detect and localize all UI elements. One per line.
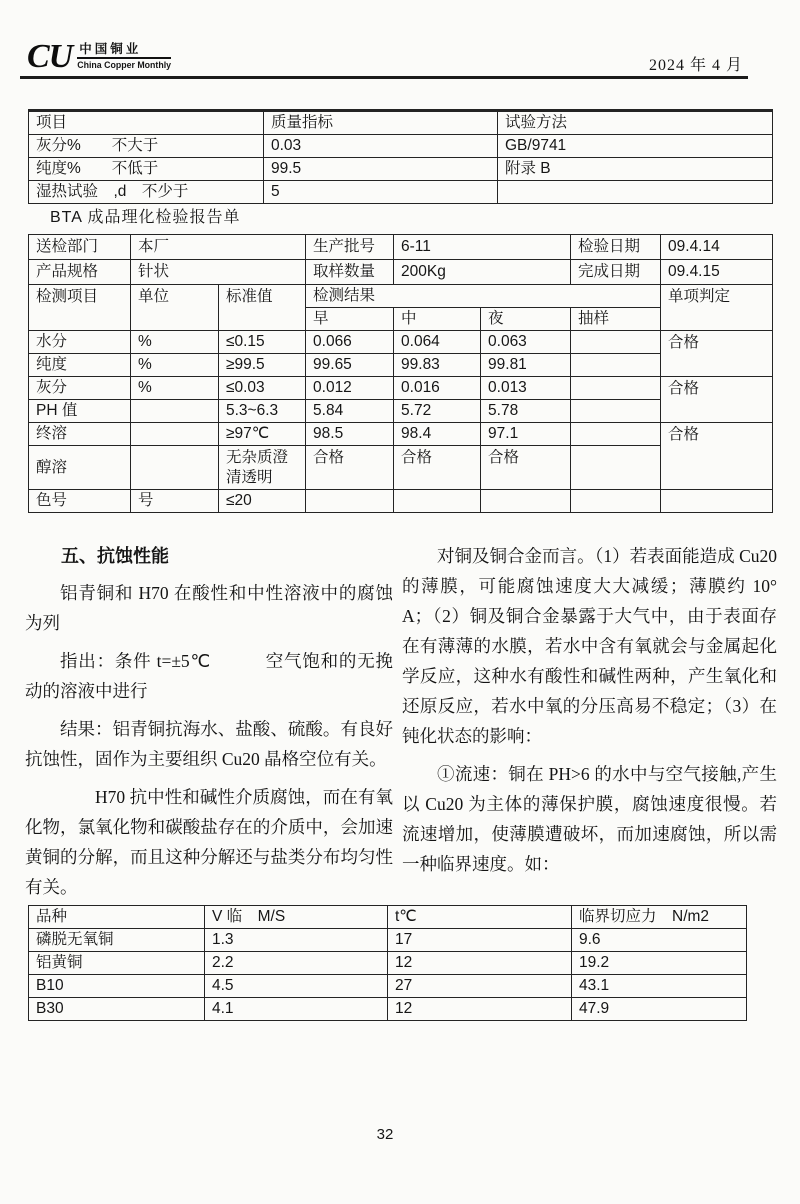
- info-label: 取样数量: [306, 260, 394, 285]
- table-cell: 4.5: [205, 975, 388, 998]
- masthead: [27, 38, 172, 75]
- info-label: 送检部门: [29, 235, 131, 260]
- table-cell: [571, 446, 661, 490]
- judge-cell: 合格: [661, 331, 773, 377]
- info-row: [29, 260, 773, 285]
- table-cell: 色号: [29, 490, 131, 513]
- table-row: [29, 952, 747, 975]
- table-cell: [131, 400, 219, 423]
- header-cell: 早: [306, 308, 394, 331]
- table-cell: 附录 B: [498, 158, 773, 181]
- table-cell: 号: [131, 490, 219, 513]
- table-cell: [571, 354, 661, 377]
- table-cell: 水分: [29, 331, 131, 354]
- header-cell: 抽样: [571, 308, 661, 331]
- table-row: [29, 423, 773, 446]
- header-cell: 临界切应力 N/m2: [572, 906, 747, 929]
- header-cell: 项目: [29, 111, 264, 135]
- table-cell: [481, 490, 571, 513]
- judge-cell: 合格: [661, 377, 773, 423]
- table-cell: 无杂质澄清透明: [219, 446, 306, 490]
- logo-chinese-title: 中国铜业: [77, 42, 171, 59]
- table-cell: 0.066: [306, 331, 394, 354]
- table-cell: ≤20: [219, 490, 306, 513]
- table-cell: 终溶: [29, 423, 131, 446]
- table-cell: 醇溶: [29, 446, 131, 490]
- table-cell: [306, 490, 394, 513]
- table-cell: 27: [388, 975, 572, 998]
- table-cell: 17: [388, 929, 572, 952]
- header-cell: 品种: [29, 906, 205, 929]
- info-value: 09.4.15: [661, 260, 773, 285]
- table-cell: 0.012: [306, 377, 394, 400]
- table-row: [29, 158, 773, 181]
- table-cell: 湿热试验 ,d 不少于: [29, 181, 264, 204]
- logo-english-title: China Copper Monthly: [77, 60, 172, 70]
- table-cell: ≥97℃: [219, 423, 306, 446]
- header-cell: 夜: [481, 308, 571, 331]
- table-cell: 2.2: [205, 952, 388, 975]
- table-cell: [498, 181, 773, 204]
- table-cell: 0.03: [264, 135, 498, 158]
- table-cell: 99.83: [394, 354, 481, 377]
- table-cell: 5: [264, 181, 498, 204]
- paragraph: ①流速：铜在 PH>6 的水中与空气接触,产生以 Cu20 为主体的薄保护膜，腐蚀速度很慢。若流速增加，使薄膜遭破坏，而加速腐蚀，所以需一种临界速度。如：: [402, 764, 777, 874]
- table-cell: 铝黄铜: [29, 952, 205, 975]
- header-cell: 质量指标: [264, 111, 498, 135]
- text-column-right: [402, 541, 777, 910]
- table-cell: %: [131, 331, 219, 354]
- info-label: 产品规格: [29, 260, 131, 285]
- header-cell: 单项判定: [661, 285, 773, 331]
- table-row: [29, 135, 773, 158]
- table-cell: 9.6: [572, 929, 747, 952]
- table-cell: 0.063: [481, 331, 571, 354]
- inspection-report-table: [28, 234, 773, 513]
- table-row: [29, 331, 773, 354]
- table-cell: 4.1: [205, 998, 388, 1021]
- header-cell: 中: [394, 308, 481, 331]
- section-heading: 五、抗蚀性能: [61, 546, 169, 566]
- table-cell: 灰分: [29, 377, 131, 400]
- table-cell: [571, 377, 661, 400]
- issue-date: 2024 年 4 月: [648, 57, 743, 74]
- table-row: [29, 377, 773, 400]
- table-cell: 98.4: [394, 423, 481, 446]
- page-number: 32: [376, 1126, 394, 1143]
- info-value: 200Kg: [394, 260, 571, 285]
- table-cell: [131, 446, 219, 490]
- table-row: [29, 975, 747, 998]
- table-cell: 5.84: [306, 400, 394, 423]
- table-cell: 0.064: [394, 331, 481, 354]
- table-cell: 5.72: [394, 400, 481, 423]
- table-row: [29, 998, 747, 1021]
- quality-spec-table: [28, 109, 773, 204]
- table-cell: 0.013: [481, 377, 571, 400]
- header-cell: t℃: [388, 906, 572, 929]
- table-cell: 99.81: [481, 354, 571, 377]
- table-cell: PH 值: [29, 400, 131, 423]
- info-row: [29, 235, 773, 260]
- judge-cell: [661, 490, 773, 513]
- header-cell: 试验方法: [498, 111, 773, 135]
- table-cell: [394, 490, 481, 513]
- header-cell: 标准值: [219, 285, 306, 331]
- info-value: 09.4.14: [661, 235, 773, 260]
- table-cell: 5.78: [481, 400, 571, 423]
- table-cell: [131, 423, 219, 446]
- table-cell: 12: [388, 998, 572, 1021]
- judge-cell: 合格: [661, 423, 773, 490]
- table-cell: [571, 331, 661, 354]
- header-cell: 检测项目: [29, 285, 131, 331]
- critical-velocity-table: [28, 905, 747, 1021]
- table-cell: ≤0.03: [219, 377, 306, 400]
- paragraph: 铝青铜和 H70 在酸性和中性溶液中的腐蚀为列: [25, 583, 393, 633]
- info-value: 本厂: [131, 235, 306, 260]
- info-label: 生产批号: [306, 235, 394, 260]
- table-row: [29, 490, 773, 513]
- table-cell: 97.1: [481, 423, 571, 446]
- table-cell: B30: [29, 998, 205, 1021]
- table-cell: 43.1: [572, 975, 747, 998]
- cu-logo: CU: [27, 38, 73, 75]
- info-value: 针状: [131, 260, 306, 285]
- table-cell: 1.3: [205, 929, 388, 952]
- section-corrosion-resistance: [25, 541, 777, 910]
- table-cell: 47.9: [572, 998, 747, 1021]
- table-cell: 合格: [481, 446, 571, 490]
- paragraph: 对铜及铜合金而言。（1）若表面能造成 Cu20 的薄膜，可能腐蚀速度大大减缓；薄膜约 10° A；（2）铜及铜合金暴露于大气中，由于表面存在有薄薄的水膜，若水中含有氧就会与金属起化学反应，这种水有酸性和碱性两种，产生氧化和还原反应，若水中氧的分压高易不稳定；（3）在钝化状态的影响：: [402, 546, 777, 746]
- header-cell: V 临 M/S: [205, 906, 388, 929]
- paragraph: 指出：条件 t=±5℃ 空气饱和的无挽动的溶液中进行: [25, 651, 393, 701]
- header-cell: 检测结果: [306, 285, 661, 308]
- table-cell: 5.3~6.3: [219, 400, 306, 423]
- table-cell: 99.5: [264, 158, 498, 181]
- info-value: 6-11: [394, 235, 571, 260]
- table-cell: [571, 400, 661, 423]
- table-cell: 灰分% 不大于: [29, 135, 264, 158]
- table-cell: [571, 490, 661, 513]
- table-cell: 纯度% 不低于: [29, 158, 264, 181]
- paragraph: 结果：铝青铜抗海水、盐酸、硫酸。有良好抗蚀性，固作为主要组织 Cu20 晶格空位有关。: [25, 719, 393, 769]
- header-cell: 单位: [131, 285, 219, 331]
- table-cell: 98.5: [306, 423, 394, 446]
- table-cell: 纯度: [29, 354, 131, 377]
- table-cell: 19.2: [572, 952, 747, 975]
- table-cell: ≤0.15: [219, 331, 306, 354]
- text-column-left: [25, 541, 393, 910]
- table-cell: B10: [29, 975, 205, 998]
- table-cell: 合格: [306, 446, 394, 490]
- table-cell: ≥99.5: [219, 354, 306, 377]
- table-cell: 12: [388, 952, 572, 975]
- report-title: BTA 成品理化检验报告单: [50, 209, 241, 226]
- table-row: [29, 929, 747, 952]
- table-cell: GB/9741: [498, 135, 773, 158]
- header-rule: [20, 76, 748, 79]
- table-cell: 合格: [394, 446, 481, 490]
- table-cell: 磷脱无氧铜: [29, 929, 205, 952]
- table-cell: 99.65: [306, 354, 394, 377]
- table-cell: [571, 423, 661, 446]
- table-header-row: [29, 906, 747, 929]
- table-cell: %: [131, 377, 219, 400]
- info-label: 完成日期: [571, 260, 661, 285]
- table-header-row: [29, 111, 773, 135]
- paragraph: H70 抗中性和碱性介质腐蚀，而在有氧化物，氯氧化物和碳酸盐存在的介质中，会加速黄铜的分解，而且这种分解还与盐类分布均匀性有关。: [25, 787, 393, 897]
- logo-text-block: [77, 42, 171, 71]
- table-header-row: [29, 285, 773, 308]
- table-row: [29, 181, 773, 204]
- table-cell: 0.016: [394, 377, 481, 400]
- table-cell: %: [131, 354, 219, 377]
- info-label: 检验日期: [571, 235, 661, 260]
